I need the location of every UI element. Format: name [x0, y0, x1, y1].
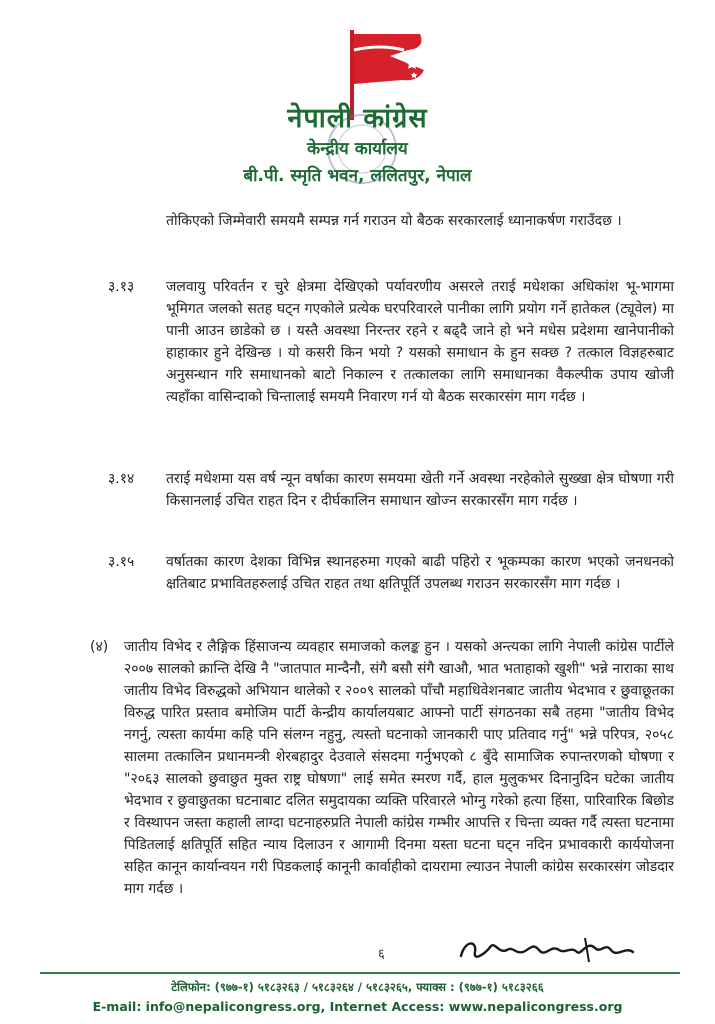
item-text: वर्षातका कारण देशका विभिन्न स्थानहरुमा गएको बाढी पहिरो र भूकम्पका कारण भएको जनधनको क्षतिबाट प्रभावितहरुलाई उचित राहत तथा क्षतिपूर्ति उपलब्ध गराउन सरकारसँग माग गर्दछ ।	[166, 554, 674, 592]
footer-divider	[40, 972, 680, 974]
item-number: ३.१३	[108, 279, 135, 295]
footer-phone: टेलिफोन: (९७७-१) ५१८३२६३ / ५१८३२६४ / ५१८३२६५, फ्याक्स : (९७७-१) ५१८३२६६	[171, 980, 544, 994]
item-number: ३.१४	[108, 471, 135, 487]
letterhead	[0, 0, 715, 200]
page-number: ६	[378, 947, 385, 962]
section-number: (४)	[90, 639, 109, 655]
signature	[455, 932, 645, 968]
item-text: तराई मधेशमा यस वर्ष न्यून वर्षाका कारण समयमा खेती गर्ने अवस्था नरहेकोले सुख्खा क्षेत्र घोषणा गरी किसानलाई उचित राहत दिन र दीर्घकालिन समाधान खोज्न सरकारसँग माग गर्दछ ।	[166, 471, 674, 509]
section-text: जातीय विभेद र लैङ्गिक हिंसाजन्य व्यवहार समाजको कलङ्क हुन । यसको अन्त्यका लागि नेपाली कांग्रेस पार्टीले २००७ सालको क्रान्ति देखि नै "जातपात मान्दैनौ, संगै बसौ संगै खाऔ, भात भताहाको खुशी" भन्ने नाराका साथ जातीय विभेद विरुद्धको अभियान थालेको र २००९ सालको पाँचौ महाधिवेशनबाट जातीय भेदभाव र छुवाछूतका विरुद्ध पारित प्रस्ताव बमोजिम पार्टी केन्द्रीय कार्यालयबाट आफ्नो पार्टी संगठनका सबै तहमा "जातीय विभेद नगर्नु, त्यस्ता कार्यमा कहि पनि संलग्न नहुनु, त्यस्तो घटनाको जानकारी पाए प्रतिवाद गर्नु" भन्ने परिपत्र, २०५८ सालमा तत्कालिन प्रधानमन्त्री शेरबहादुर देउवाले संसदमा गर्नुभएको ८ बुँदे सामाजिक रुपान्तरणको घोषणा र "२०६३ सालको छुवाछुत मुक्त राष्ट्र घोषणा" लाई समेत स्मरण गर्दै, हाल मुलुकभर दिनानुदिन घटेका जातीय भेदभाव र छुवाछुतका घटनाबाट दलित समुदायका व्यक्ति परिवारले भोग्नु गरेको हत्या हिंसा, पारिवारिक बिछोड र विस्थापन जस्ता कहाली लाग्दा घटनाहरुप्रति नेपाली कांग्रेस गम्भीर आपत्ति र चिन्ता व्यक्त गर्दै त्यस्ता घटनामा पिडितलाई क्षतिपूर्ति सहित न्याय दिलाउन र आगामी दिनमा यस्ता घटना घट्न नदिन प्रभावकारी कार्ययोजना सहित कानून कार्यान्वयन गरी पिडकलाई कानूनी कार्वाहीको दायरामा ल्याउन नेपाली कांग्रेस सरकारसंग जोडदार माग गर्दछ ।	[124, 639, 674, 897]
office-name: केन्द्रीय कार्यालय	[307, 139, 408, 159]
org-name: नेपाली कांग्रेस	[287, 103, 428, 134]
item-number: ३.१५	[108, 554, 135, 570]
footer-email: E-mail: info@nepalicongress.org, Internet Access: www.nepalicongress.org	[92, 999, 623, 1014]
office-address: बी.पी. स्मृति भवन, ललितपुर, नेपाल	[243, 166, 472, 186]
item-text: जलवायु परिवर्तन र चुरे क्षेत्रमा देखिएको पर्यावरणीय असरले तराई मधेशका अधिकांश भू-भागमा भूमिगत जलको सतह घट्न गएकोले प्रत्येक घरपरिवारले पानीका लागि प्रयोग गर्ने हातेकल (ट्यूवेल) मा पानी आउन छाडेको छ । यस्तै अवस्था निरन्तर रहने र बढ्दै जाने हो भने मधेस प्रदेशमा खानेपानीको हाहाकार हुने देखिन्छ । यो कसरी किन भयो ? यसको समाधान के हुन सक्छ ? तत्काल विज्ञहरुबाट अनुसन्धान गरि समाधानको बाटो निकाल्न र तत्कालका लागि समाधानका वैकल्पीक उपाय खोजी त्यहाँका वासिन्दाको चिन्तालाई समयमै निवारण गर्न यो बैठक सरकारसंग माग गर्दछ ।	[166, 279, 674, 405]
intro-paragraph: तोकिएको जिम्मेवारी समयमै सम्पन्न गर्न गराउन यो बैठक सरकारलाई ध्यानाकर्षण गराउँदछ ।	[166, 213, 622, 229]
